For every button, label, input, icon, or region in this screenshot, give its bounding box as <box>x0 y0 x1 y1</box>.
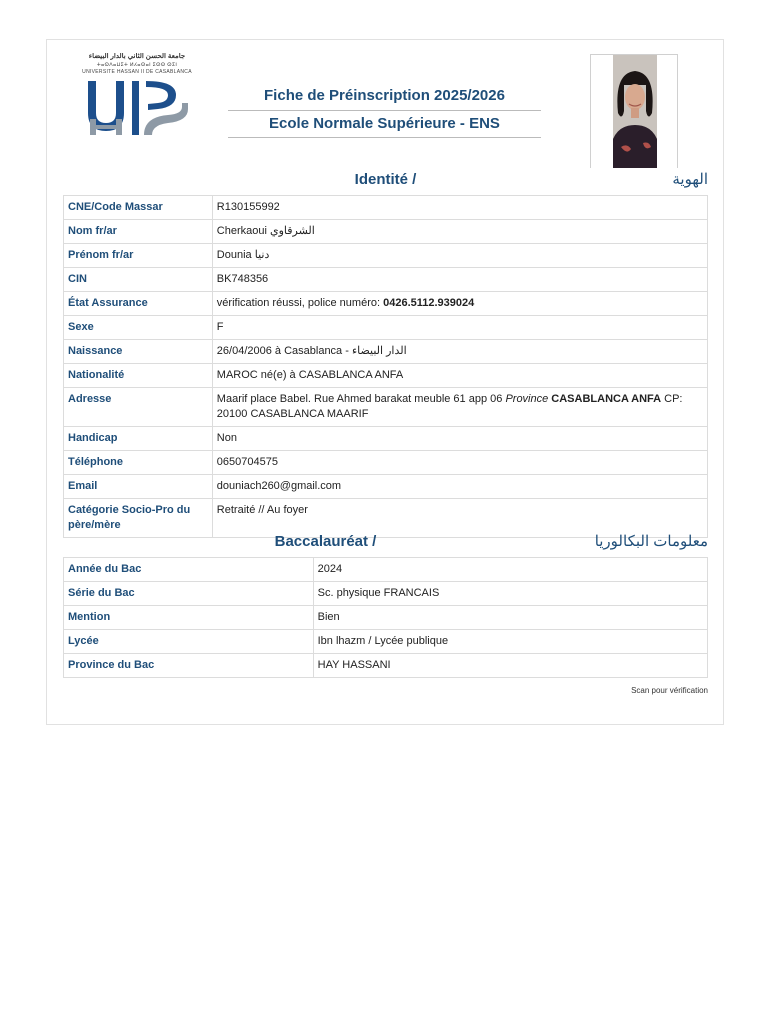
identity-table <box>63 195 708 538</box>
cin-value: BK748356 <box>212 268 707 292</box>
row-label: Catégorie Socio-Pro du père/mère <box>64 499 213 538</box>
address-text: Maarif place Babel. Rue Ahmed barakat meuble 61 app 06 <box>216 393 506 405</box>
portrait-image-icon <box>591 55 678 168</box>
table-row <box>64 630 708 654</box>
name-value: Cherkaoui الشرقاوي <box>212 220 707 244</box>
student-photo <box>590 54 678 168</box>
row-label: Province du Bac <box>64 654 314 678</box>
row-label: Handicap <box>64 427 213 451</box>
bac-table <box>63 557 708 678</box>
nationality-value: MAROC né(e) à CASABLANCA ANFA <box>212 364 707 388</box>
row-label: Prénom fr/ar <box>64 244 213 268</box>
table-row <box>64 475 708 499</box>
row-label: Email <box>64 475 213 499</box>
table-row <box>64 654 708 678</box>
row-label: CIN <box>64 268 213 292</box>
sex-value: F <box>212 316 707 340</box>
logo-french-text: UNIVERSITÉ HASSAN II DE CASABLANCA <box>82 69 192 75</box>
row-label: Sexe <box>64 316 213 340</box>
socio-pro-value: Retraité // Au foyer <box>212 499 707 538</box>
identity-title-ar: الهوية <box>672 171 708 188</box>
table-row <box>64 268 708 292</box>
form-titles <box>228 82 541 138</box>
logo-tifinagh-text: ⵜⴰⵙⴷⴰⵡⵉⵜ ⵍⵃⴰⵙⴰⵏ ⵉⵙⵙ ⵙⵉⵏ <box>96 62 178 68</box>
row-label: Mention <box>64 606 314 630</box>
address-postal: CP: 20100 CASABLANCA MAARIF <box>216 393 683 420</box>
university-logo <box>82 53 192 139</box>
insurance-value <box>212 292 707 316</box>
row-label: Nationalité <box>64 364 213 388</box>
bac-series-value: Sc. physique FRANCAIS <box>313 582 707 606</box>
bac-province-value: HAY HASSANI <box>313 654 707 678</box>
table-row <box>64 558 708 582</box>
identity-title-fr: Identité / <box>354 171 417 188</box>
table-row <box>64 451 708 475</box>
table-row <box>64 427 708 451</box>
scan-verification-label: Scan pour vérification <box>631 686 708 695</box>
table-row <box>64 196 708 220</box>
bac-title-fr: Baccalauréat / <box>274 533 377 550</box>
phone-value: 0650704575 <box>212 451 707 475</box>
uh2-logo-icon <box>84 79 190 137</box>
table-row <box>64 388 708 427</box>
row-label: État Assurance <box>64 292 213 316</box>
table-row <box>64 316 708 340</box>
page-title: Fiche de Préinscription 2025/2026 <box>228 82 541 111</box>
table-row <box>64 606 708 630</box>
cne-value: R130155992 <box>212 196 707 220</box>
school-subtitle: Ecole Normale Supérieure - ENS <box>228 111 541 138</box>
insurance-status-text: vérification réussi, police numéro: <box>216 297 384 309</box>
table-row <box>64 220 708 244</box>
table-row <box>64 340 708 364</box>
bac-year-value: 2024 <box>313 558 707 582</box>
birth-value: 26/04/2006 à Casablanca - الدار البيضاء <box>212 340 707 364</box>
row-label: CNE/Code Massar <box>64 196 213 220</box>
row-label: Adresse <box>64 388 213 427</box>
table-row <box>64 292 708 316</box>
email-value: douniach260@gmail.com <box>212 475 707 499</box>
row-label: Naissance <box>64 340 213 364</box>
row-label: Année du Bac <box>64 558 314 582</box>
firstname-value: Dounia دنيا <box>212 244 707 268</box>
table-row <box>64 364 708 388</box>
row-label: Lycée <box>64 630 314 654</box>
address-province: CASABLANCA ANFA <box>551 393 662 405</box>
identity-section-header <box>63 168 708 192</box>
table-row <box>64 244 708 268</box>
bac-mention-value: Bien <box>313 606 707 630</box>
row-label: Téléphone <box>64 451 213 475</box>
address-province-label: Province <box>505 393 549 405</box>
table-row <box>64 582 708 606</box>
address-value <box>212 388 707 427</box>
insurance-policy-number: 0426.5112.939024 <box>383 297 475 309</box>
logo-arabic-text: جامعة الحسن الثاني بالدار البيضاء <box>88 53 186 60</box>
handicap-value: Non <box>212 427 707 451</box>
row-label: Nom fr/ar <box>64 220 213 244</box>
row-label: Série du Bac <box>64 582 314 606</box>
bac-lycee-value: Ibn lhazm / Lycée publique <box>313 630 707 654</box>
bac-section-header <box>63 530 708 554</box>
bac-title-ar: معلومات البكالوريا <box>594 533 708 550</box>
